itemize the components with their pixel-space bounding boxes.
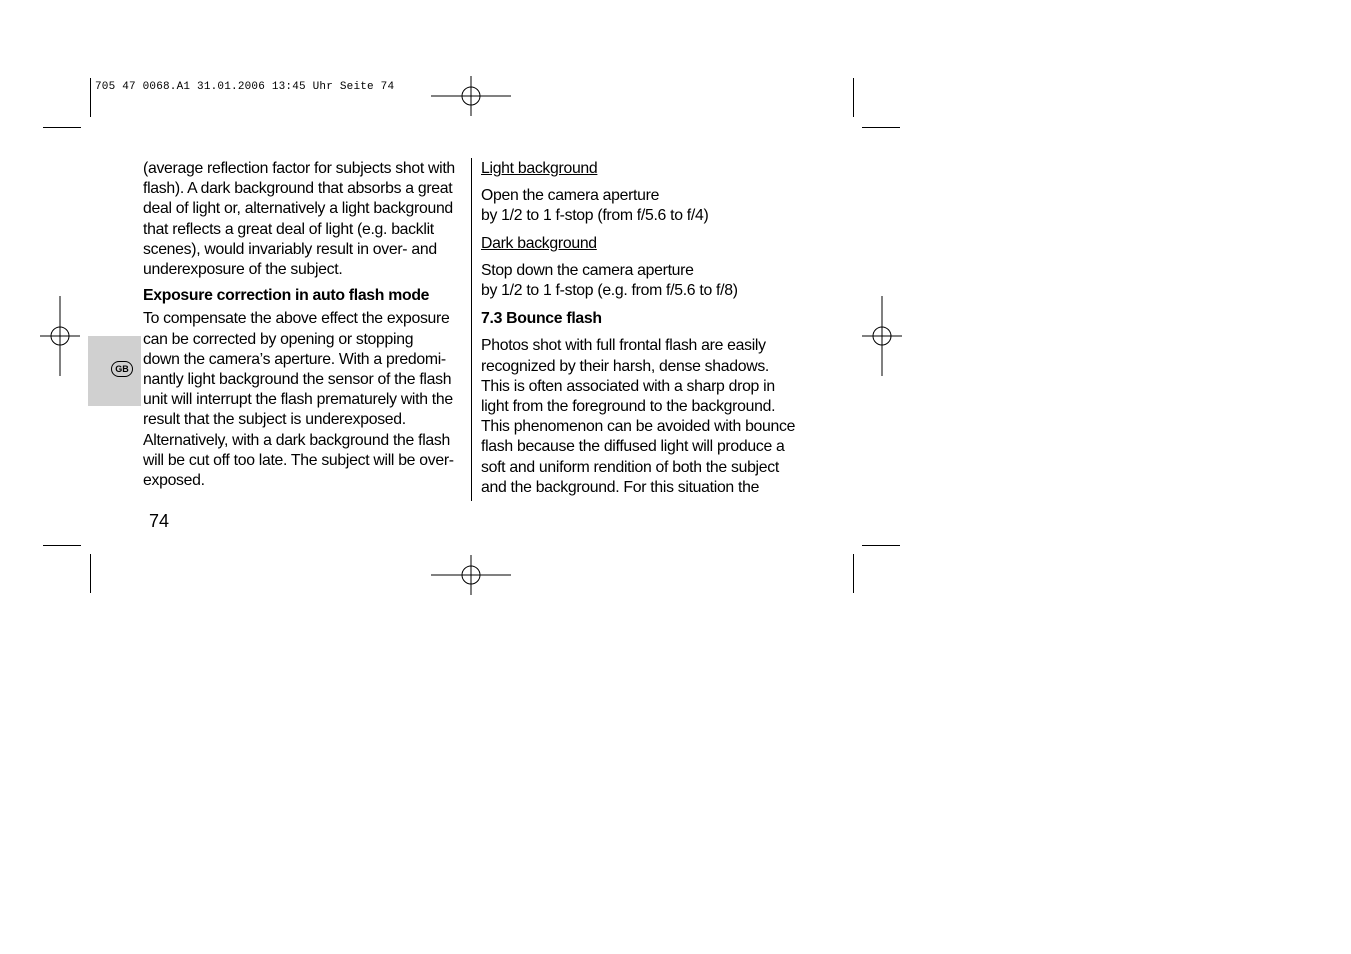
crop-mark-bottom-right-horizontal [862, 545, 900, 546]
body-line: result that the subject is underexposed. [143, 411, 406, 429]
bounce-flash-line: light from the foreground to the background. [481, 398, 776, 416]
registration-mark-bottom-icon [431, 555, 511, 595]
registration-mark-top-icon [431, 76, 511, 116]
light-background-line: Open the camera aperture [481, 187, 660, 205]
crop-mark-bottom-left-vertical [90, 554, 91, 593]
body-line: nantly light background the sensor of the flash [143, 371, 452, 389]
left-column [143, 159, 465, 491]
bounce-flash-line: This is often associated with a sharp drop in [481, 377, 775, 395]
intro-line: scenes), would invariably result in over- and [143, 240, 437, 258]
intro-line: flash). A dark background that absorbs a great [143, 180, 453, 198]
intro-line: underexposure of the subject. [143, 261, 343, 279]
bounce-flash-line: flash because the diffused light will produce a [481, 438, 785, 456]
intro-line: (average reflection factor for subjects shot with [143, 160, 455, 177]
page-number: 74 [149, 511, 170, 531]
body-line: can be corrected by opening or stopping [143, 330, 414, 348]
body-line: To compensate the above effect the exposure [143, 310, 450, 328]
print-slug: 705 47 0068.A1 31.01.2006 13:45 Uhr Seite 74 [95, 81, 395, 93]
light-background-heading: Light background [481, 160, 598, 177]
registration-mark-left-icon [40, 296, 80, 376]
bounce-flash-line: This phenomenon can be avoided with bounce [481, 418, 796, 436]
right-column [481, 159, 811, 498]
language-badge: GB [111, 361, 133, 377]
crop-mark-bottom-right-vertical [853, 554, 854, 593]
crop-mark-top-right-horizontal [862, 127, 900, 128]
dark-background-line: Stop down the camera aperture [481, 261, 694, 279]
crop-mark-top-left-horizontal [43, 127, 81, 128]
dark-background-heading: Dark background [481, 234, 597, 252]
crop-mark-top-left-vertical [90, 78, 91, 117]
exposure-correction-heading: Exposure correction in auto flash mode [143, 287, 430, 305]
bounce-flash-line: soft and uniform rendition of both the subject [481, 458, 779, 476]
body-line: will be cut off too late. The subject will be over- [143, 451, 454, 469]
bounce-flash-line: recognized by their harsh, dense shadows. [481, 357, 770, 375]
bounce-flash-line: and the background. For this situation the [481, 478, 760, 496]
language-tab [88, 336, 141, 406]
light-background-line: by 1/2 to 1 f-stop (from f/5.6 to f/4) [481, 207, 709, 225]
intro-line: that reflects a great deal of light (e.g. backlit [143, 220, 434, 238]
body-line: exposed. [143, 472, 205, 490]
column-divider [471, 158, 472, 501]
body-line: unit will interrupt the flash prematurely with the [143, 391, 453, 409]
dark-background-line: by 1/2 to 1 f-stop (e.g. from f/5.6 to f/8) [481, 282, 738, 300]
bounce-flash-line: Photos shot with full frontal flash are easily [481, 337, 766, 355]
bounce-flash-heading: 7.3 Bounce flash [481, 310, 602, 328]
body-line: down the camera’s aperture. With a predomi- [143, 350, 446, 368]
intro-line: deal of light or, alternatively a light background [143, 200, 453, 218]
crop-mark-top-right-vertical [853, 78, 854, 117]
registration-mark-right-icon [862, 296, 902, 376]
crop-mark-bottom-left-horizontal [43, 545, 81, 546]
body-line: Alternatively, with a dark background the flash [143, 431, 450, 449]
